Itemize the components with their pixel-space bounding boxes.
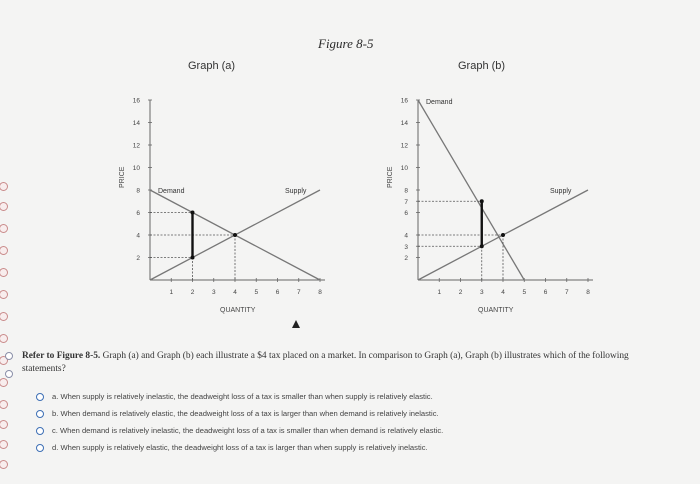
option-c[interactable] — [36, 422, 443, 439]
y-tick-label: 12 — [400, 142, 408, 150]
y-tick-label: 7 — [404, 198, 408, 206]
question-marker-icon — [5, 370, 13, 378]
x-axis-label: QUANTITY — [478, 307, 514, 314]
demand-label: Demand — [158, 188, 185, 195]
y-tick-label: 6 — [136, 210, 140, 217]
nav-dot[interactable] — [0, 202, 8, 211]
question-lead: Refer to Figure 8-5. — [22, 351, 101, 361]
y-axis-label: PRICE — [119, 166, 126, 188]
y-tick-label: 8 — [404, 187, 408, 195]
x-tick-label: 7 — [564, 289, 569, 296]
question-nav-rail — [0, 0, 12, 484]
radio-b[interactable] — [36, 410, 44, 418]
nav-dot[interactable] — [0, 378, 8, 387]
data-point — [191, 256, 195, 260]
radio-c[interactable] — [36, 427, 44, 435]
y-tick-label: 4 — [136, 232, 140, 240]
nav-dot[interactable] — [0, 420, 8, 429]
nav-dot[interactable] — [0, 400, 8, 409]
x-tick-label: 3 — [479, 289, 484, 296]
nav-dot[interactable] — [0, 290, 8, 299]
y-tick-label: 10 — [132, 165, 140, 172]
option-c-label: c. When demand is relatively inelastic, the deadweight loss of a tax is smaller than when demand is relatively elastic. — [52, 426, 444, 435]
data-point — [480, 199, 484, 203]
nav-dot[interactable] — [0, 312, 8, 321]
x-tick-label: 5 — [522, 289, 527, 296]
question-text — [22, 350, 662, 376]
x-tick-label: 6 — [275, 289, 280, 296]
y-tick-label: 14 — [132, 120, 140, 127]
graph-b-chart — [378, 90, 608, 320]
data-point — [501, 233, 505, 237]
x-tick-label: 1 — [437, 289, 442, 296]
supply-label: Supply — [285, 188, 307, 195]
y-tick-label: 6 — [404, 210, 408, 217]
y-tick-label: 3 — [404, 243, 408, 251]
option-d[interactable] — [36, 439, 443, 456]
x-tick-label: 7 — [296, 289, 301, 296]
y-tick-label: 8 — [136, 187, 140, 195]
x-tick-label: 8 — [586, 289, 590, 296]
graph-b-title: Graph (b) — [458, 60, 506, 72]
x-tick-label: 1 — [169, 289, 174, 296]
y-tick-label: 12 — [132, 142, 140, 150]
question-body: Graph (a) and Graph (b) each illustrate a $4 tax placed on a market. In comparison to Graph (a), Graph (b) illustrates which of the following statements? — [22, 351, 629, 374]
x-tick-label: 2 — [458, 289, 463, 296]
y-axis-label: PRICE — [387, 166, 394, 188]
mouse-cursor — [292, 320, 300, 328]
supply-label: Supply — [550, 188, 572, 195]
y-tick-label: 16 — [400, 97, 408, 105]
graph-a-title: Graph (a) — [188, 60, 236, 72]
nav-dot[interactable] — [0, 440, 8, 449]
x-tick-label: 4 — [501, 289, 505, 296]
figure-title: Figure 8-5 — [318, 36, 374, 51]
nav-dot[interactable] — [0, 268, 8, 277]
x-tick-label: 2 — [190, 289, 195, 296]
data-point — [480, 244, 484, 248]
x-axis-label: QUANTITY — [220, 307, 256, 314]
x-tick-label: 5 — [254, 289, 259, 296]
y-tick-label: 10 — [400, 165, 408, 172]
data-point — [191, 211, 195, 215]
option-b[interactable] — [36, 405, 443, 422]
nav-dot[interactable] — [0, 246, 8, 255]
radio-a[interactable] — [36, 393, 44, 401]
y-tick-label: 4 — [404, 232, 408, 240]
x-tick-label: 3 — [211, 289, 216, 296]
y-tick-label: 2 — [136, 255, 140, 262]
x-tick-label: 4 — [233, 289, 237, 296]
graph-a-chart — [110, 90, 340, 320]
question-marker-icon — [5, 352, 13, 360]
radio-d[interactable] — [36, 444, 44, 452]
x-tick-label: 6 — [543, 289, 548, 296]
option-d-label: d. When supply is relatively elastic, the deadweight loss of a tax is larger than when supply is relatively inelastic. — [52, 443, 428, 452]
x-tick-label: 8 — [318, 289, 322, 296]
demand-label: Demand — [426, 99, 453, 106]
nav-dot[interactable] — [0, 334, 8, 343]
nav-dot[interactable] — [0, 182, 8, 191]
answer-options — [36, 388, 443, 456]
option-a-label: a. When supply is relatively inelastic, the deadweight loss of a tax is smaller than when supply is relatively elastic. — [52, 392, 433, 401]
nav-dot[interactable] — [0, 460, 8, 469]
demand-curve — [418, 100, 524, 280]
y-tick-label: 14 — [400, 120, 408, 127]
nav-dot[interactable] — [0, 224, 8, 233]
option-b-label: b. When demand is relatively elastic, the deadweight loss of a tax is larger than when demand is relatively inelastic. — [52, 409, 439, 418]
y-tick-label: 2 — [404, 255, 408, 262]
data-point — [233, 233, 237, 237]
option-a[interactable] — [36, 388, 443, 405]
y-tick-label: 16 — [132, 97, 140, 105]
